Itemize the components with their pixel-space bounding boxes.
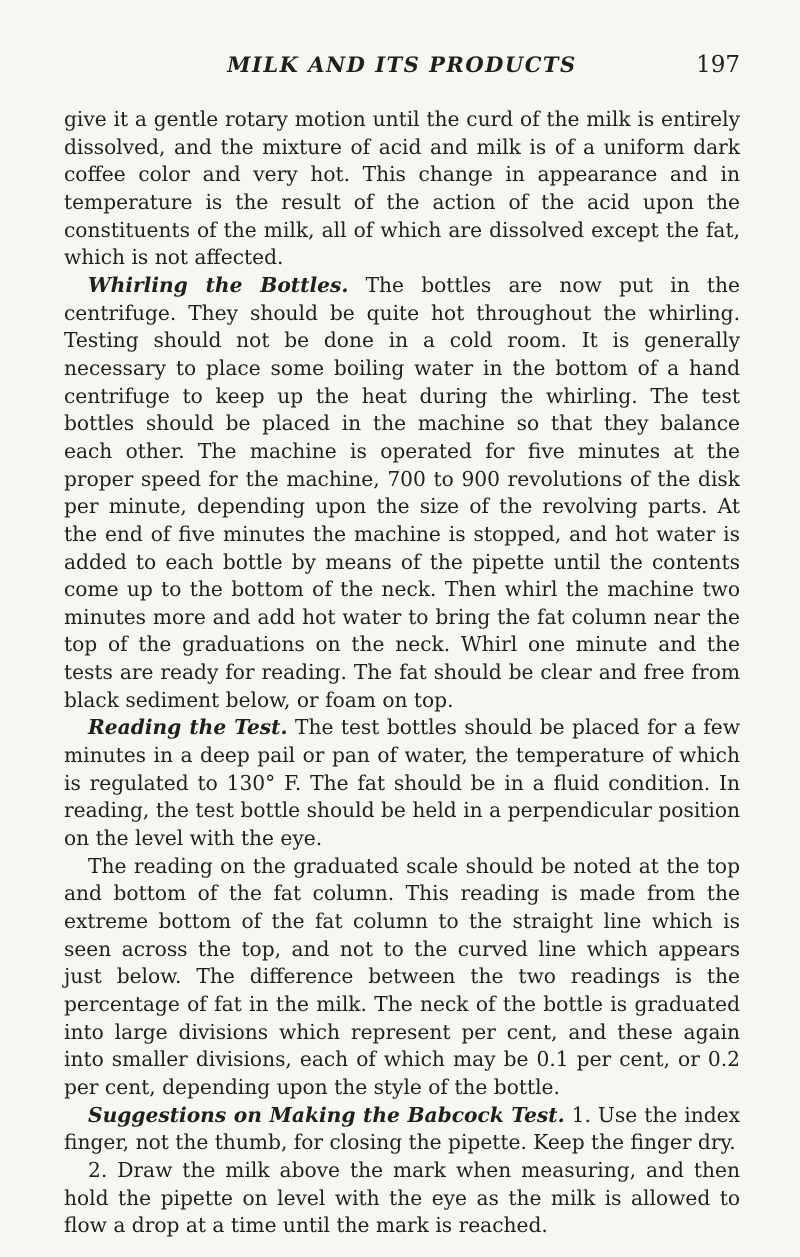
paragraph-text: 2. Draw the milk above the mark when measuring, and then hold the pipette on level with the eye as the milk is allowed to flow a drop at a time until the mark is reached. (64, 1157, 740, 1238)
paragraph-text: The bottles are now put in the centrifuge. They should be quite hot throughout the whirling. Testing should not be done in a cold room. It is generally necessary to place some boiling water in the bottom of a hand centrifuge to keep up the heat during the whirling. The test bottles should be placed in the machine so that they balance each other. The machine is operated for five minutes at the proper speed for the machine, 700 to 900 revolutions of the disk per minute, depending upon the size of the revolving parts. At the end of five minutes the machine is stopped, and hot water is added to each bottle by means of the pipette until the contents come up to the bottom of the neck. Then whirl the machine two minutes more and add hot water to bring the fat column near the top of the graduations on the neck. Whirl one minute and the tests are ready for reading. The fat should be clear and free from black sediment below, or foam on top. (64, 272, 740, 712)
paragraph-continuation (64, 106, 740, 272)
paragraph-text: 1. Use the index finger, not the thumb, for closing the pipette. Keep the finger dry. (64, 1102, 740, 1155)
paragraph-whirling (64, 272, 740, 715)
section-heading-suggestions: Suggestions on Making the Babcock Test. (88, 1102, 565, 1127)
paragraph-text: The test bottles should be placed for a few minutes in a deep pail or pan of water, the temperature of which is regulated to 130° F. The fat should be in a fluid condition. In reading, the test bottle should be held in a perpendicular position on the level with the eye. (64, 715, 741, 851)
paragraph-scale (64, 853, 740, 1102)
section-heading-whirling: Whirling the Bottles. (88, 272, 349, 297)
paragraph-text: give it a gentle rotary motion until the curd of the milk is entirely dissolved, and the mixture of acid and milk is of a uniform dark coffee color and very hot. This change in appearance and in temperature is the result of the action of the acid upon the constituents of the milk, all of which are dissolved except the fat, which is not affected. (64, 107, 740, 270)
paragraph-reading (64, 714, 740, 852)
body-text (64, 106, 740, 1240)
section-heading-reading: Reading the Test. (88, 715, 288, 740)
running-title: MILK AND ITS PRODUCTS (227, 52, 577, 77)
paragraph-suggestion-2 (64, 1157, 740, 1240)
running-head (64, 52, 740, 82)
page-number: 197 (696, 52, 740, 78)
paragraph-text: The reading on the graduated scale should be noted at the top and bottom of the fat column. This reading is made from the extreme bottom of the fat column to the straight line which is seen across the top, and not to the curved line which appears just below. The difference between the two readings is the percentage of fat in the milk. The neck of the bottle is graduated into large divisions which represent per cent, and these again into smaller divisions, each of which may be 0.1 per cent, or 0.2 per cent, depending upon the style of the bottle. (64, 853, 740, 1099)
paragraph-suggestions (64, 1102, 740, 1157)
